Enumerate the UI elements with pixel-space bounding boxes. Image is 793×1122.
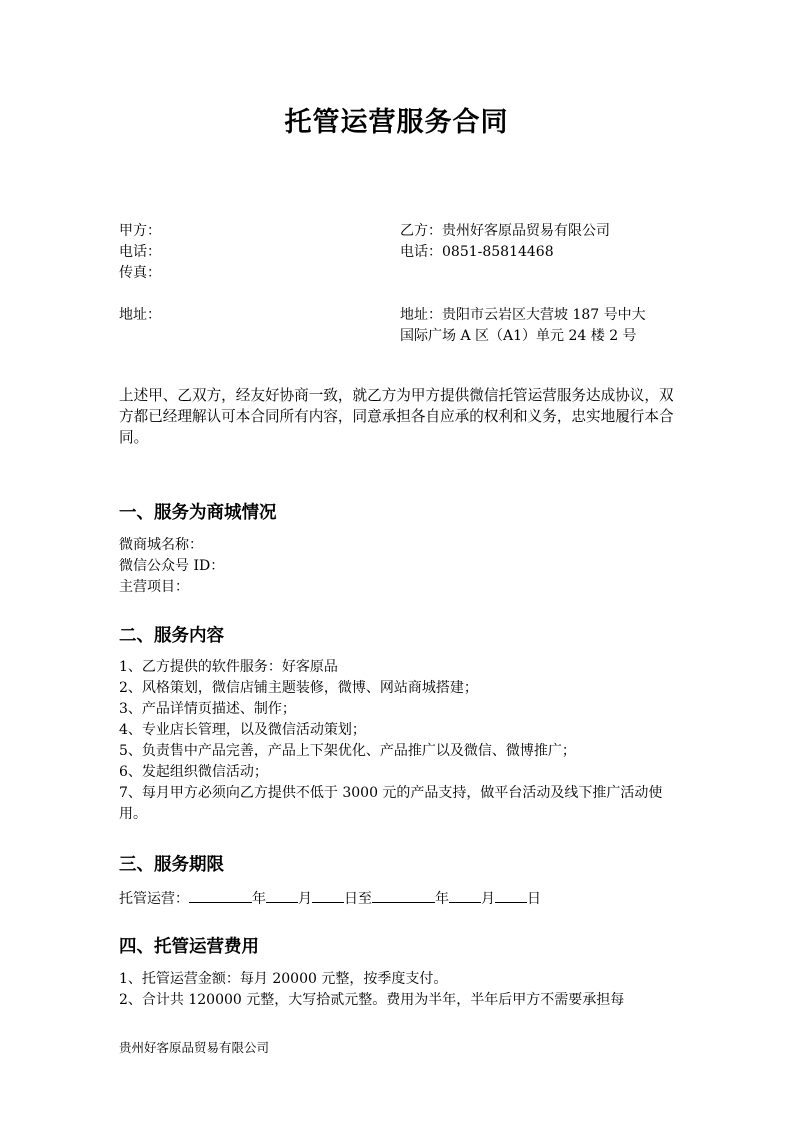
end-day-label: 日	[527, 891, 541, 907]
service-content-list	[119, 657, 684, 825]
end-day-blank[interactable]	[495, 887, 527, 903]
list-item: 3、产品详情页描述、制作；	[119, 701, 296, 717]
fee-amount-line: 1、托管运营金额：每月 20000 元整，按季度支付。	[119, 971, 448, 987]
end-year-blank[interactable]	[372, 887, 435, 903]
party-a-phone-label: 电话：	[119, 244, 161, 260]
party-b-phone: 电话：0851-85814468	[400, 244, 554, 260]
list-item: 5、负责售中产品完善，产品上下架优化、产品推广以及微信、微博推广；	[119, 743, 576, 759]
service-period-line	[119, 887, 541, 910]
end-month-blank[interactable]	[449, 887, 481, 903]
section1-heading: 一、服务为商城情况	[119, 503, 277, 523]
end-year-label: 年	[435, 891, 449, 907]
party-a-label: 甲方：	[119, 223, 161, 239]
section4-heading: 四、托管运营费用	[119, 937, 259, 957]
list-item: 4、专业店长管理，以及微信活动策划；	[119, 722, 366, 738]
start-year-label: 年	[252, 891, 266, 907]
section2-heading: 二、服务内容	[119, 626, 224, 646]
start-day-blank[interactable]	[312, 887, 344, 903]
party-b-address-line2: 国际广场 A 区（A1）单元 24 楼 2 号	[400, 328, 637, 344]
start-month-label: 月	[298, 891, 312, 907]
list-item: 7、每月甲方必须向乙方提供不低于 3000 元的产品支持，做平台活动及线下推广活动使用。	[119, 785, 663, 822]
service-period-prefix: 托管运营：	[119, 891, 189, 907]
list-item: 1、乙方提供的软件服务：好客原品	[119, 659, 338, 675]
end-month-label: 月	[481, 891, 495, 907]
intro-paragraph: 上述甲、乙双方，经友好协商一致，就乙方为甲方提供微信托管运营服务达成协议，双方都已经理解认可本合同所有内容，同意承担各自应承的权利和义务，忠实地履行本合同。	[119, 387, 674, 446]
party-a-fax-label: 传真：	[119, 265, 161, 281]
party-b-name: 乙方：贵州好客原品贸易有限公司	[400, 223, 610, 239]
fee-total-line: 2、合计共 120000 元整，大写拾贰元整。费用为半年，半年后甲方不需要承担每	[119, 992, 625, 1008]
start-day-to-label: 日至	[344, 891, 372, 907]
start-month-blank[interactable]	[266, 887, 298, 903]
party-a-address-label: 地址：	[119, 307, 161, 323]
main-business-label: 主营项目：	[119, 579, 189, 595]
document-title: 托管运营服务合同	[284, 107, 509, 138]
wechat-id-label: 微信公众号 ID：	[119, 558, 225, 574]
list-item: 6、发起组织微信活动；	[119, 764, 268, 780]
mall-name-label: 微商城名称：	[119, 537, 203, 553]
party-b-address-line1: 地址：贵阳市云岩区大营坡 187 号中大	[400, 307, 646, 323]
list-item: 2、风格策划，微信店铺主题装修，微博、网站商城搭建；	[119, 680, 478, 696]
start-year-blank[interactable]	[189, 887, 252, 903]
footer-company: 贵州好客原品贸易有限公司	[119, 1040, 270, 1055]
section3-heading: 三、服务期限	[119, 855, 224, 875]
